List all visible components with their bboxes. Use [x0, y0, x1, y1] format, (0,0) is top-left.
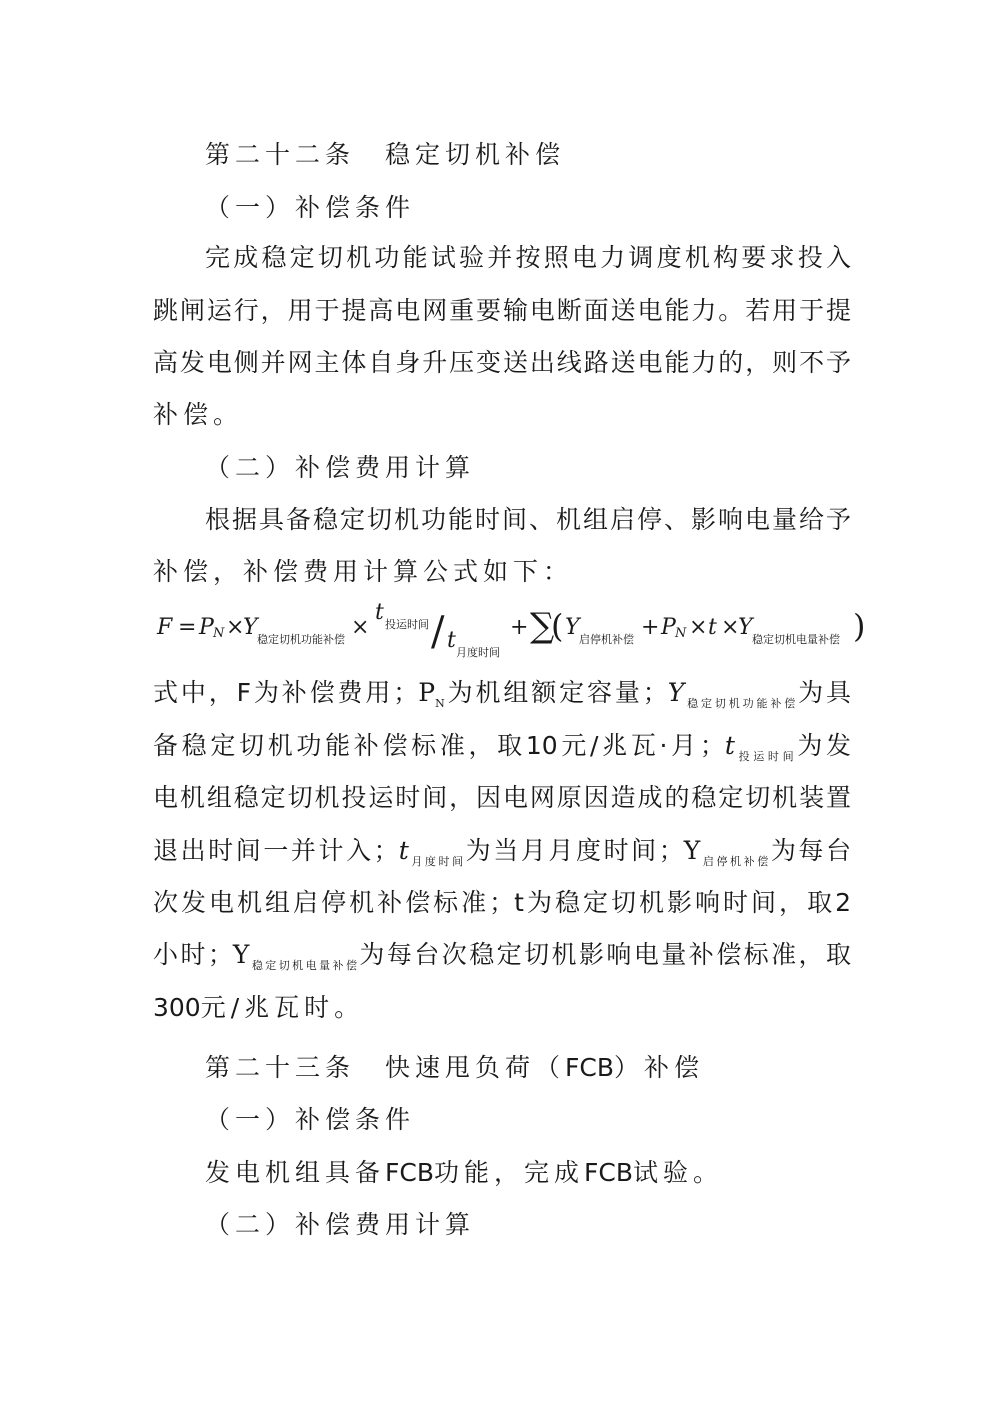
formula-Y-func-subscript: 稳定切机功能补偿 [257, 633, 345, 646]
formula-Y-energy: Y [738, 615, 753, 640]
section-2-title: （二）补偿费用计算 [205, 453, 476, 482]
formula-t: t [708, 615, 717, 640]
explanation-line-6: 小时；$Y_{稳定切机电量补偿}$为每台次稳定切机影响电量补偿标准，取 [153, 940, 851, 972]
formula-P: P [199, 615, 214, 640]
explanation-line-4: 退出时间一并计入；$t_{月度时间}$为当月月度时间；$Y_{启停机补偿}$为每台 [153, 836, 851, 868]
formula-t-run-subscript: 投运时间 [385, 618, 429, 631]
formula-right-paren: ) [853, 607, 866, 645]
paragraph-line-5: 根据具备稳定切机功能时间、机组启停、影响电量给予 [205, 505, 851, 534]
formula-Y-startstop-subscript: 启停机补偿 [579, 633, 634, 646]
compensation-formula [153, 600, 873, 660]
formula-Y-func: Y [243, 615, 258, 640]
formula-P-2-subscript: N [675, 626, 687, 641]
paragraph-line-1: 完成稳定切机功能试验并按照电力调度机构要求投入 [205, 243, 851, 272]
paragraph-line-6: 补偿，补偿费用计算公式如下： [153, 557, 574, 586]
formula-times-4: × [721, 615, 740, 640]
formula-sum: ∑ [530, 606, 555, 646]
formula-Y-energy-subscript: 稳定切机电量补偿 [752, 633, 840, 646]
formula-P-2: P [661, 615, 676, 640]
formula-t-month-subscript: 月度时间 [456, 646, 500, 659]
explanation-line-3: 电机组稳定切机投运时间，因电网原因造成的稳定切机装置 [153, 783, 851, 812]
explanation-line-5: 次发电机组启停机补偿标准；t为稳定切机影响时间，取2 [153, 888, 851, 917]
explanation-line-2: 备稳定切机功能补偿标准，取10元/兆瓦·月；$t_{投运时间}$为发 [153, 731, 851, 763]
article-22-heading: 第二十二条 稳定切机补偿 [205, 140, 566, 169]
formula-F: F [157, 615, 173, 640]
explanation-line-1: 式中，F为补偿费用；$P_N$为机组额定容量；$Y_{稳定切机功能补偿}$为具 [153, 678, 851, 710]
article-23-section-2-title: （二）补偿费用计算 [205, 1210, 476, 1239]
formula-times-1: × [226, 615, 245, 640]
section-1-title: （一）补偿条件 [205, 193, 416, 222]
paragraph-line-3: 高发电侧并网主体自身升压变送出线路送电能力的，则不予 [153, 348, 851, 377]
article-23-body: 发电机组具备FCB功能，完成FCB试验。 [205, 1158, 724, 1187]
paragraph-line-2: 跳闸运行，用于提高电网重要输电断面送电能力。若用于提 [153, 296, 851, 325]
formula-left-paren: ( [551, 607, 564, 645]
formula-plus-1: + [510, 615, 529, 640]
formula-P-subscript: N [213, 626, 225, 641]
formula-fraction-slash: / [431, 609, 445, 655]
paragraph-line-4: 补偿。 [153, 400, 244, 429]
formula-t-month: t [447, 628, 456, 653]
explanation-line-7: 300元/兆瓦时。 [153, 993, 365, 1022]
formula-equals: = [178, 615, 197, 640]
formula-t-run: t [375, 600, 384, 625]
formula-Y-startstop: Y [565, 615, 580, 640]
formula-times-2: × [351, 615, 370, 640]
formula-times-3: × [689, 615, 708, 640]
formula-plus-2: + [641, 615, 660, 640]
article-23-section-1-title: （一）补偿条件 [205, 1105, 416, 1134]
article-23-heading: 第二十三条 快速甩负荷（FCB）补偿 [205, 1053, 705, 1082]
